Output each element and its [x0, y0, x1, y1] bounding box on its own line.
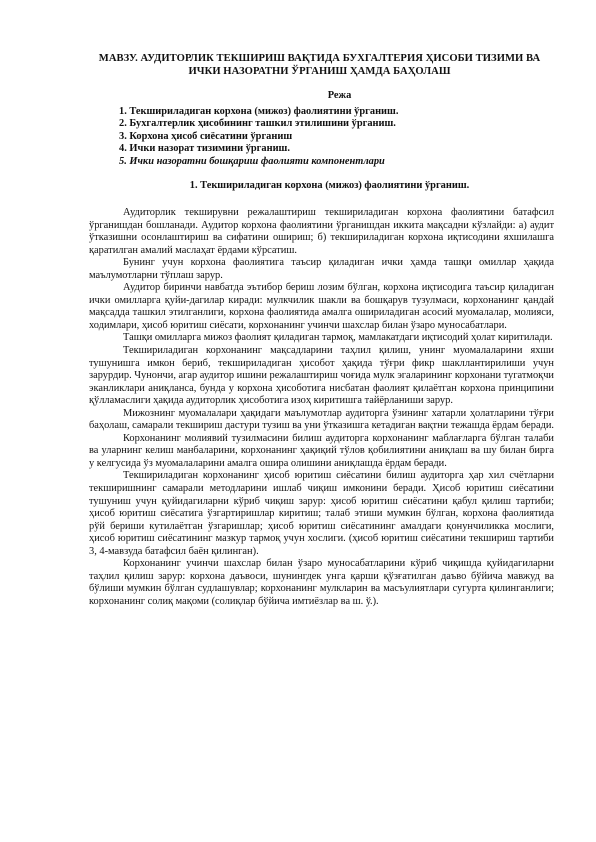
paragraph: Текшириладиган корхонанинг ҳисоб юритиш сиёсатини билиш аудиторга ҳар хил счётларни текширишнинг самарали методларини ишлаб чиқиш имконини беради. Ҳисоб юритиш сиёсатини тушуниш учун қуйидагиларни кўриб чиқиш зарур: ҳисоб юритиш сиёсатини қабул қилиш тартиби; ҳисоб юритиш сиёсатига ўзгартиришлар киритиш; талаб этиши мумкин бўлган, корхона фаолиятида рўй бериши кутилаётган ўзгаришлар; ҳисоб юритиш сиёсатининг амалдаги қонунчиликка мослиги, ҳисоб юритиш сиёсатининг мазкур тармоқ учун хослиги. (ҳисоб юритиш сиёсатини текшириш тартиби 3, 4-мавзуда батафсил баён қилинган). — [89, 470, 554, 557]
body-text — [89, 207, 554, 609]
paragraph: Аудиторлик текширувни режалаштириш текшириладиган корхона фаолиятини батафсил ўрганишдан бошланади. Аудитор корхона фаолиятини ўрганишдан иккита мақсадни кўзлайди: а) аудит ўтказишни осонлаштириш ва сифатини ошириш; б) текшириладиган корхона иқтисодини яхшилашга қаратилган амалий маслаҳат ёрдами кўрсатиш. — [89, 206, 554, 256]
paragraph: Корхонанинг молиявий тузилмасини билиш аудиторга корхонанинг маблағларга бўлган талаби ва уларнинг келиш манбаларини, корхонанинг ҳақиқий тўлов қобилиятини аниқлаш ва шу билан бирга у келгусида ўз муомалаларини амалга ошира олишини аниқлашда ёрдам беради. — [89, 432, 554, 469]
paragraph: Мижознинг муомалалари ҳақидаги маълумотлар аудиторга ўзининг хатарли ҳолатларини тўғри баҳолаш, самарали текшириш дастури тузиш ва уни ўтказишга кетадиган вақтни тежашда ёрдам беради. — [89, 407, 555, 432]
plan-heading: Режа — [327, 90, 352, 101]
plan-item: 2. Бухгалтерлик ҳисобининг ташкил этилишини ўрганиш. — [119, 118, 396, 130]
section-heading: 1. Текшириладиган корхона (мижоз) фаолиятини ўрганиш. — [189, 180, 470, 192]
plan-item: 5. Ички назоратни бошқариш фаолияти компонентлари — [119, 155, 385, 167]
plan-item: 3. Корхона ҳисоб сиёсатини ўрганиш — [119, 130, 293, 142]
paragraph: Ташқи омилларга мижоз фаолият қиладиган тармоқ, мамлакатдаги иқтисодий ҳолат киритилади. — [123, 332, 553, 344]
paragraph: Аудитор биринчи навбатда эътибор бериш лозим бўлган, корхона иқтисодига таъсир қиладиган ички омилларга қуйи-дагилар киради: мулкчилик шакли ва бошқарув тузулмаси, корхонанинг қандай мақсадда ташкил этилганлиги, корхона фаолиятида амалга ошириладиган асосий муомалалар, молияси, ходимлари, ҳисоб юритиш сиёсати, корхонанинг учинчи шахслар билан ўзаро муносабатлари. — [89, 282, 554, 331]
paragraph: Бунинг учун корхона фаолиятига таъсир қиладиган ички ҳамда ташқи омиллар ҳақида маълумотларни тўплаш зарур. — [89, 257, 554, 281]
document-title: МАВЗУ. АУДИТОРЛИК ТЕКШИРИШ ВАҚТИДА БУХГАЛТЕРИЯ ҲИСОБИ ТИЗИМИ ВА ИЧКИ НАЗОРАТНИ ЎРГАНИШ ҲАМДА БАҲОЛАШ — [98, 53, 541, 77]
document-page — [89, 52, 554, 608]
plan-list — [119, 106, 554, 169]
paragraph: Корхонанинг учинчи шахслар билан ўзаро муносабатларини кўриб чиқишда қуйидагиларни таҳлил қилиш зарур: корхона даъвоси, шунингдек унга қарши қўзғатилган даъво бўйича мавжуд ва бўлиши мумкин бўлган судлашувлар; корхонанинг мулкларин ва масъулиятлари сугурта қилинганлиги; корхонанинг солиқ мақоми (солиқлар бўйича имтиёзлар ва ш. ў.). — [89, 558, 554, 607]
plan-item: 4. Ички назорат тизимини ўрганиш. — [119, 143, 290, 155]
plan-item: 1. Текшириладиган корхона (мижоз) фаолиятини ўрганиш. — [119, 105, 399, 117]
paragraph: Текшириладиган корхонанинг мақсадларини таҳлил қилиш, унинг муомалаларини яхши тушунишга имкон бериб, текшириладиган ҳисобот ҳақида тўғри фикр шакллантирилиши учун зарурдир. Чунончи, агар аудитор ишини режалаштириш чоғида мулк эгаларининг корхонани тугатмоқчи эканликлари аниқланса, бунда у корхона ҳисоботига нисбатан фаолият қилаётган корхона принципини қўлламаслиги ҳақида аудиторлик ҳисоботига изоҳ киритишга тайёрланиши зарур. — [89, 344, 554, 407]
